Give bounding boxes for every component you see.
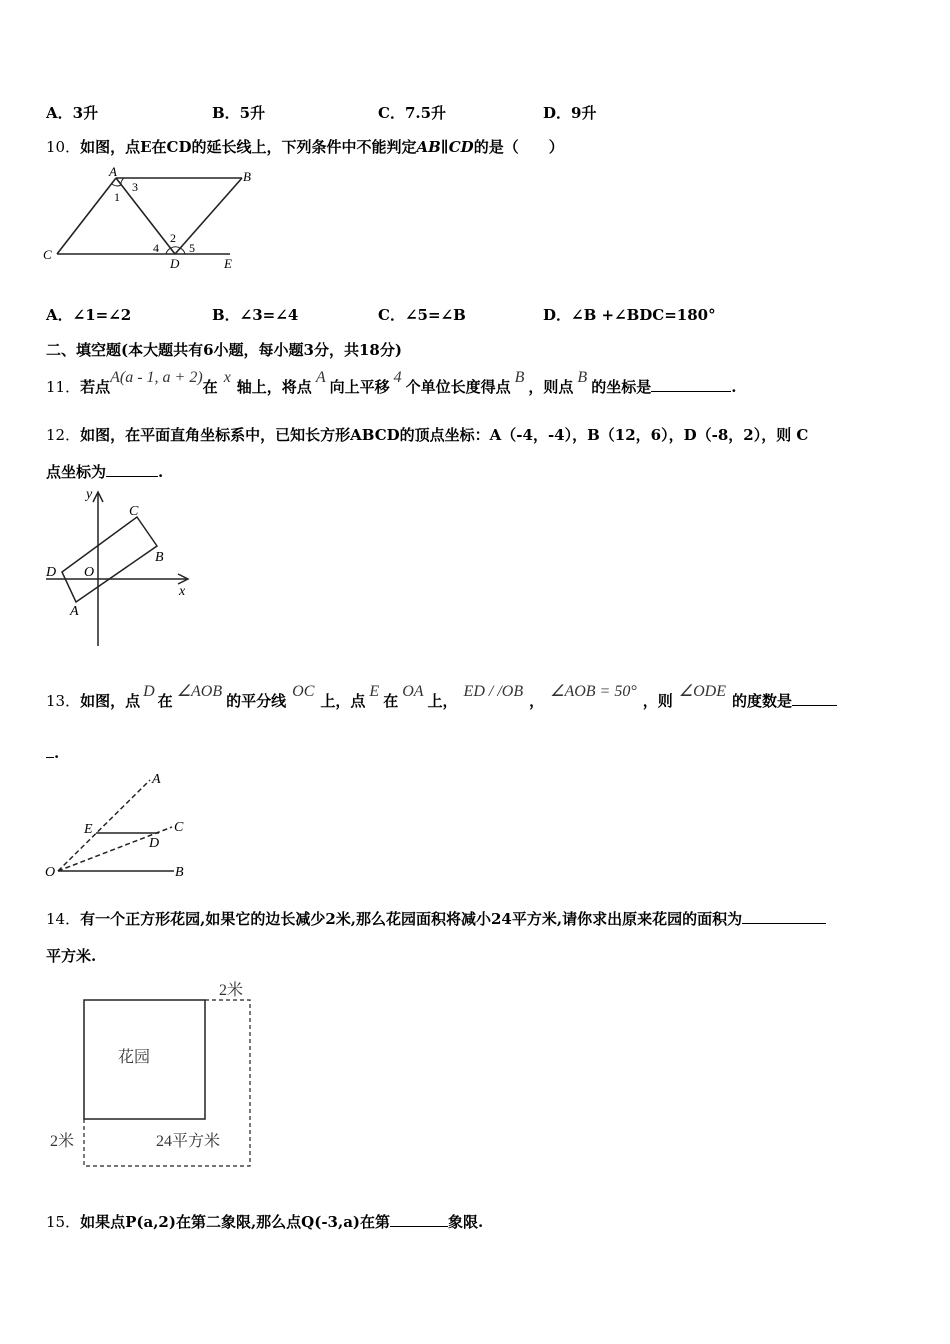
q11-t6: ，则点 <box>528 378 574 396</box>
q12-answer-blank[interactable] <box>106 462 158 477</box>
q15-text-b: 象限. <box>448 1213 484 1231</box>
q13-label-e: E <box>84 822 93 837</box>
q14-garden-label: 花园 <box>118 1049 151 1066</box>
q11-m5: B <box>514 369 525 386</box>
q13-question <box>46 683 837 711</box>
q11-t2: 在 <box>202 378 218 396</box>
q12-label-o: O <box>84 565 95 580</box>
q12-line2a: 点坐标为 <box>46 463 107 481</box>
q11-m2: x <box>223 369 231 386</box>
q11-t7: 的坐标是 <box>591 378 652 396</box>
q14-top-label: 2米 <box>219 982 244 999</box>
q10-text-b: AB∥CD <box>416 138 474 156</box>
q13-t3: 的平分线 <box>226 692 287 710</box>
q14-number: 14． <box>46 910 81 928</box>
q13-m5: OA <box>402 683 424 700</box>
q11-t5: 个单位长度得点 <box>405 378 511 396</box>
section-2-title: 二、填空题(本大题共有6小题，每小题3分，共18分) <box>46 341 402 359</box>
q12-figure <box>40 484 200 649</box>
q13-m2: ∠AOB <box>176 683 223 700</box>
q11-number: 11． <box>46 378 81 396</box>
q10-label-b: B <box>243 169 251 184</box>
q14-figure <box>44 976 264 1176</box>
q11-m1: A(a - 1, a + 2) <box>110 369 203 386</box>
q9-option-a: A．3升 <box>46 104 99 122</box>
q11-m3: A <box>315 369 326 386</box>
q9-option-d: D．9升 <box>543 104 597 122</box>
q13-answer-blank-continued[interactable] <box>46 743 54 758</box>
q15-answer-blank[interactable] <box>390 1212 448 1227</box>
q12-label-x: x <box>179 584 186 599</box>
q11-t1: 若点 <box>80 378 111 396</box>
q10-angle-2: 2 <box>170 231 176 245</box>
q13-m6: ED / /OB <box>463 683 524 700</box>
q10-angle-3: 3 <box>132 180 138 194</box>
q11-t3: 轴上，将点 <box>236 378 312 396</box>
q14-left-label: 2米 <box>50 1133 75 1150</box>
q13-question-line2 <box>46 743 59 762</box>
q13-answer-blank[interactable] <box>792 691 837 706</box>
q11-m4: 4 <box>393 369 402 386</box>
q13-t6: 上， <box>427 692 458 710</box>
q12-line2b: . <box>158 463 164 481</box>
q9-option-c: C．7.5升 <box>378 104 447 122</box>
q14-answer-blank[interactable] <box>742 909 826 924</box>
q13-label-o: O <box>45 865 56 880</box>
q13-m7: ∠AOB = 50° <box>550 683 637 700</box>
q12-question-line1 <box>46 424 808 445</box>
q10-option-a: A．∠1=∠2 <box>46 306 132 324</box>
q10-label-c: C <box>43 247 52 262</box>
q13-t1: 如图，点 <box>80 692 141 710</box>
q11-t4: 向上平移 <box>329 378 390 396</box>
q13-label-d: D <box>149 836 160 851</box>
q11-m6: B <box>577 369 588 386</box>
q13-t4: 上，点 <box>320 692 366 710</box>
q14-text: 有一个正方形花园,如果它的边长减少2米,那么花园面积将减小24平方米,请你求出原来花园的面积为 <box>80 910 743 928</box>
q10-text-c: 的是（ ） <box>473 138 564 156</box>
q12-number: 12． <box>46 426 81 444</box>
q10-option-d: D．∠B +∠BDC=180° <box>543 306 716 324</box>
q10-angle-5: 5 <box>189 241 195 255</box>
q13-label-a: A <box>152 772 161 787</box>
q14-question-line2: 平方米. <box>46 947 97 965</box>
q12-label-b: B <box>155 550 164 565</box>
q10-label-a: A <box>109 164 117 179</box>
q12-line1: 如图，在平面直角坐标系中，已知长方形ABCD的顶点坐标：A（-4，-4），B（12，6），D（-8，2），则 C <box>80 426 809 444</box>
q12-label-d: D <box>46 565 57 580</box>
q10-option-b: B．∠3=∠4 <box>212 306 299 324</box>
q13-t7: ， <box>529 692 545 710</box>
q10-label-e: E <box>224 256 232 271</box>
q12-label-a: A <box>70 604 79 619</box>
q10-text-a: 如图，点E在CD的延长线上，下列条件中不能判定 <box>80 138 417 156</box>
q11-answer-blank[interactable] <box>651 377 731 392</box>
q15-number: 15． <box>46 1213 81 1231</box>
q13-number: 13． <box>46 692 81 710</box>
q13-m4: E <box>369 683 380 700</box>
q13-label-b: B <box>175 865 184 880</box>
q13-m1: D <box>143 683 155 700</box>
q14-question <box>46 908 826 929</box>
q10-label-d: D <box>170 256 180 271</box>
q13-t9: 的度数是 <box>732 692 793 710</box>
q13-m3: OC <box>292 683 315 700</box>
q13-label-c: C <box>174 820 184 835</box>
q12-label-y: y <box>86 487 93 502</box>
q10-question <box>46 136 564 157</box>
q11-t8: . <box>731 378 737 396</box>
q10-option-c: C．∠5=∠B <box>378 306 466 324</box>
q10-number: 10． <box>46 138 81 156</box>
q15-text-a: 如果点P(a,2)在第二象限,那么点Q(-3,a)在第 <box>80 1213 391 1231</box>
q13-t5: 在 <box>383 692 399 710</box>
q14-bottom-label: 24平方米 <box>156 1133 221 1150</box>
q9-option-b: B．5升 <box>212 104 266 122</box>
q10-angle-4: 4 <box>153 241 159 255</box>
q13-t8: ，则 <box>642 692 673 710</box>
q12-question-line2 <box>46 461 163 482</box>
q13-t2: 在 <box>157 692 173 710</box>
q10-figure <box>40 164 250 274</box>
q10-angle-1: 1 <box>114 190 120 204</box>
q13-line2: . <box>54 744 60 762</box>
q13-figure <box>40 764 200 884</box>
q13-m8: ∠ODE <box>678 683 726 700</box>
q12-label-c: C <box>129 504 139 519</box>
q11-question <box>46 369 737 397</box>
q15-question <box>46 1211 483 1232</box>
